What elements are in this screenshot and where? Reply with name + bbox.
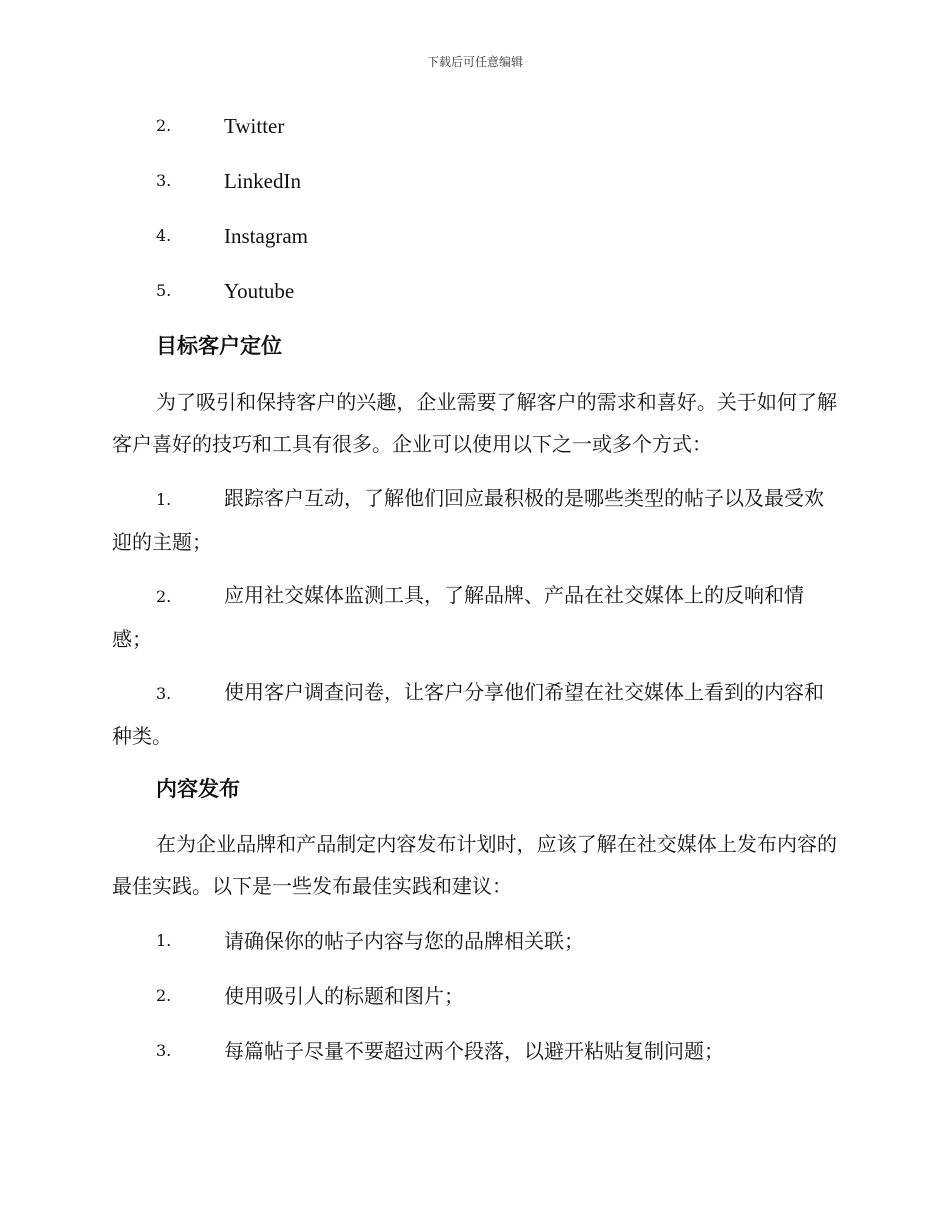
list-number: 2. xyxy=(156,986,172,1005)
list-text: 使用客户调查问卷，让客户分享他们希望在社交媒体上看到的内容和种类。 xyxy=(112,680,824,748)
list-number: 5. xyxy=(156,281,172,300)
list-number: 1. xyxy=(156,931,172,950)
list-number: 3. xyxy=(156,684,172,703)
list-number: 1. xyxy=(156,490,172,509)
list-number: 4. xyxy=(156,226,172,245)
list-text: LinkedIn xyxy=(224,169,301,193)
page-header: 下载后可任意编辑 xyxy=(426,55,523,69)
list-text: 应用社交媒体监测工具，了解品牌、产品在社交媒体上的反响和情感； xyxy=(112,583,804,651)
list-text: 使用吸引人的标题和图片； xyxy=(224,984,464,1008)
paragraph: 为了吸引和保持客户的兴趣，企业需要了解客户的需求和喜好。关于如何了解客户喜好的技巧和工具有很多。企业可以使用以下之一或多个方式： xyxy=(112,390,837,456)
section-heading: 内容发布 xyxy=(156,777,240,801)
list-text: Twitter xyxy=(224,114,285,138)
section-heading: 目标客户定位 xyxy=(156,334,282,358)
list-item xyxy=(112,477,837,563)
list-number: 2. xyxy=(156,116,172,135)
list-item xyxy=(112,671,837,757)
paragraph: 在为企业品牌和产品制定内容发布计划时，应该了解在社交媒体上发布内容的最佳实践。以下是一些发布最佳实践和建议： xyxy=(112,832,837,898)
list-text: 请确保你的帖子内容与您的品牌相关联； xyxy=(224,929,584,953)
list-text: Instagram xyxy=(224,224,308,248)
list-number: 2. xyxy=(156,587,172,606)
list-text: Youtube xyxy=(224,279,295,303)
list-number: 3. xyxy=(156,1041,172,1060)
list-text: 跟踪客户互动，了解他们回应最积极的是哪些类型的帖子以及最受欢迎的主题； xyxy=(112,486,824,554)
list-number: 3. xyxy=(156,171,172,190)
list-text: 每篇帖子尽量不要超过两个段落，以避开粘贴复制问题； xyxy=(224,1039,724,1063)
list-item xyxy=(112,574,837,660)
